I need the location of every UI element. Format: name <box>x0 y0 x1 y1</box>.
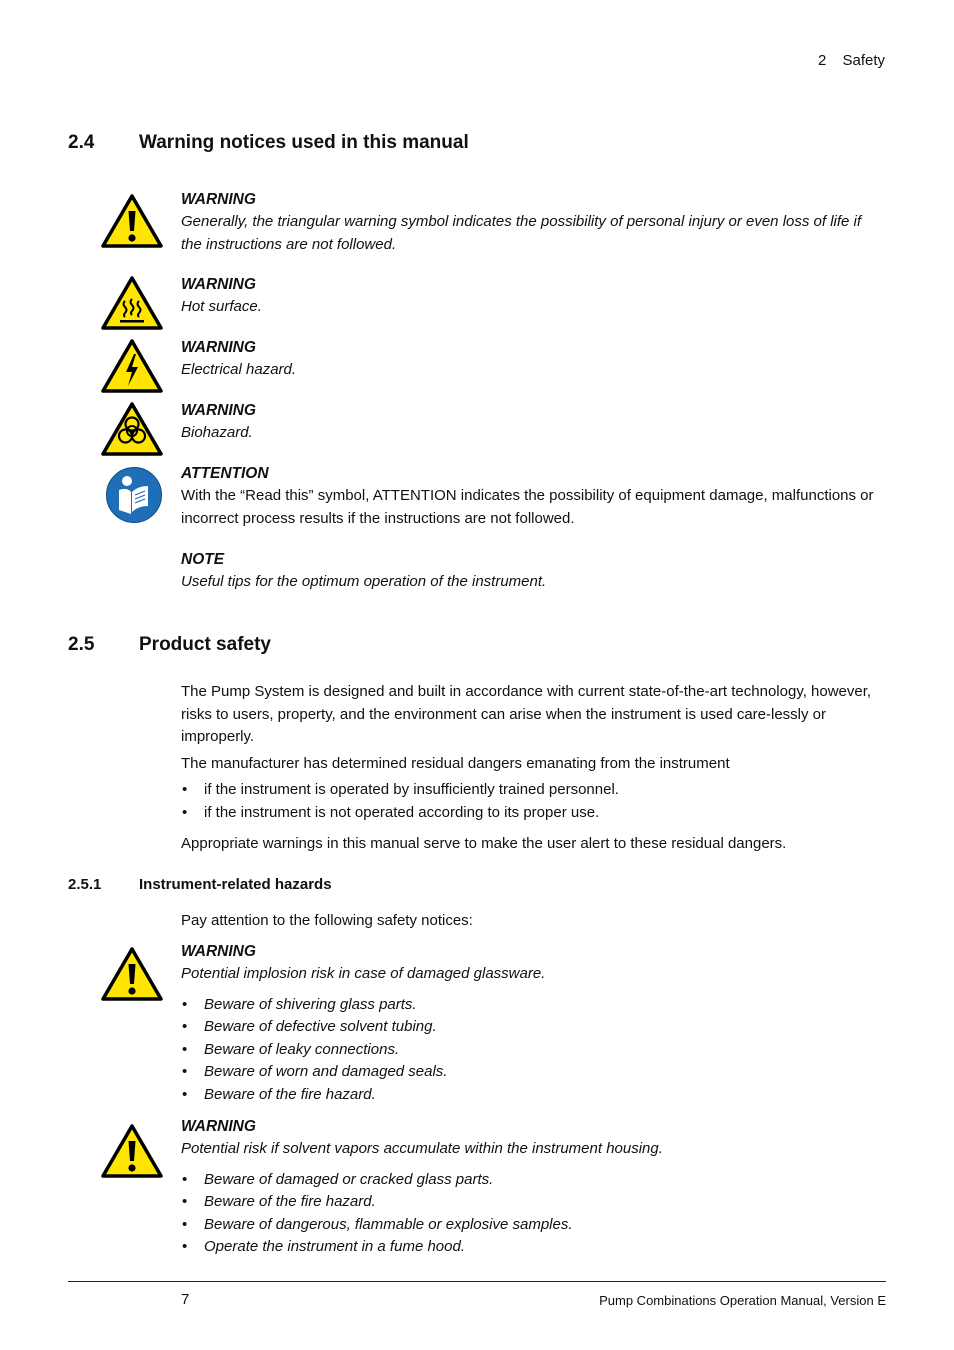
paragraph: The manufacturer has determined residual dangers emanating from the instrument <box>181 754 730 772</box>
notice-solvent-vapor-warning <box>181 1116 886 1259</box>
notice-hot-surface <box>181 274 886 319</box>
section-title: Product safety <box>139 634 271 655</box>
list-item: • Beware of leaky connections. <box>181 1039 886 1062</box>
notice-implosion-warning <box>181 941 886 1106</box>
product-safety-body <box>181 681 886 856</box>
paragraph: Appropriate warnings in this manual serve to make the user alert to these residual dangers. <box>181 835 787 852</box>
notice-text: Potential implosion risk in case of damaged glassware. <box>181 965 546 982</box>
paragraph: The Pump System is designed and built in accordance with current state-of-the-art technology, however, risks to users, property, and the environment can arise when the instrument is used care-lessly or improperly. <box>181 683 872 745</box>
bullet-list <box>181 779 886 824</box>
notice-text: Electrical hazard. <box>181 361 297 378</box>
list-item: • Beware of damaged or cracked glass parts. <box>181 1169 886 1192</box>
notice-text: With the “Read this” symbol, ATTENTION indicates the possibility of equipment damage, malfunctions or incorrect process results if the instructions are not followed. <box>181 487 874 527</box>
notice-label: WARNING <box>181 402 256 419</box>
notice-electrical-hazard <box>181 337 886 382</box>
section-number: 2.5 <box>68 634 95 655</box>
notice-note <box>181 549 886 594</box>
running-header <box>806 52 885 69</box>
list-item: • if the instrument is not operated according to its proper use. <box>181 802 886 825</box>
section-title: Instrument-related hazards <box>139 876 332 893</box>
notice-biohazard <box>181 400 886 445</box>
read-manual-icon <box>105 466 163 524</box>
chapter-title: Safety <box>842 52 885 69</box>
general-warning-icon <box>100 946 164 1002</box>
notice-general-warning <box>181 189 886 256</box>
list-item: • Beware of the fire hazard. <box>181 1191 886 1214</box>
section-number: 2.4 <box>68 132 95 153</box>
list-item: • Beware of dangerous, flammable or explosive samples. <box>181 1214 886 1237</box>
bullet-list <box>181 994 886 1107</box>
section-heading-2-5 <box>68 634 668 660</box>
notice-label: WARNING <box>181 191 256 208</box>
footer-rule <box>68 1281 886 1282</box>
hot-surface-icon <box>100 275 164 331</box>
notice-label: NOTE <box>181 551 225 568</box>
general-warning-icon <box>100 193 164 249</box>
list-item: • Beware of worn and damaged seals. <box>181 1061 886 1084</box>
section-heading-2-4 <box>68 132 668 158</box>
notice-attention <box>181 463 886 530</box>
bullet-list <box>181 1169 886 1259</box>
electrical-hazard-icon <box>100 338 164 394</box>
section-number: 2.5.1 <box>68 876 102 893</box>
notice-label: WARNING <box>181 339 256 356</box>
list-item: • Beware of the fire hazard. <box>181 1084 886 1107</box>
list-item: • Operate the instrument in a fume hood. <box>181 1236 886 1259</box>
list-item: • Beware of defective solvent tubing. <box>181 1016 886 1039</box>
notice-text: Generally, the triangular warning symbol indicates the possibility of personal injury or even loss of life if the instructions are not followed. <box>181 213 862 253</box>
list-item: • Beware of shivering glass parts. <box>181 994 886 1017</box>
paragraph: Pay attention to the following safety notices: <box>181 912 473 929</box>
page-number: 7 <box>181 1291 190 1308</box>
notice-label: WARNING <box>181 276 256 293</box>
section-title: Warning notices used in this manual <box>139 132 469 153</box>
chapter-number: 2 <box>817 52 827 69</box>
biohazard-icon <box>100 401 164 457</box>
list-item: • if the instrument is operated by insufficiently trained personnel. <box>181 779 886 802</box>
notice-text: Useful tips for the optimum operation of the instrument. <box>181 573 547 590</box>
notice-label: WARNING <box>181 1118 256 1135</box>
notice-text: Biohazard. <box>181 424 253 441</box>
notice-label: ATTENTION <box>181 465 269 482</box>
subsection-heading-2-5-1 <box>68 876 668 896</box>
notice-text: Hot surface. <box>181 298 262 315</box>
document-title: Pump Combinations Operation Manual, Version E <box>599 1293 886 1308</box>
notice-label: WARNING <box>181 943 256 960</box>
notice-text: Potential risk if solvent vapors accumulate within the instrument housing. <box>181 1140 663 1157</box>
general-warning-icon <box>100 1123 164 1179</box>
